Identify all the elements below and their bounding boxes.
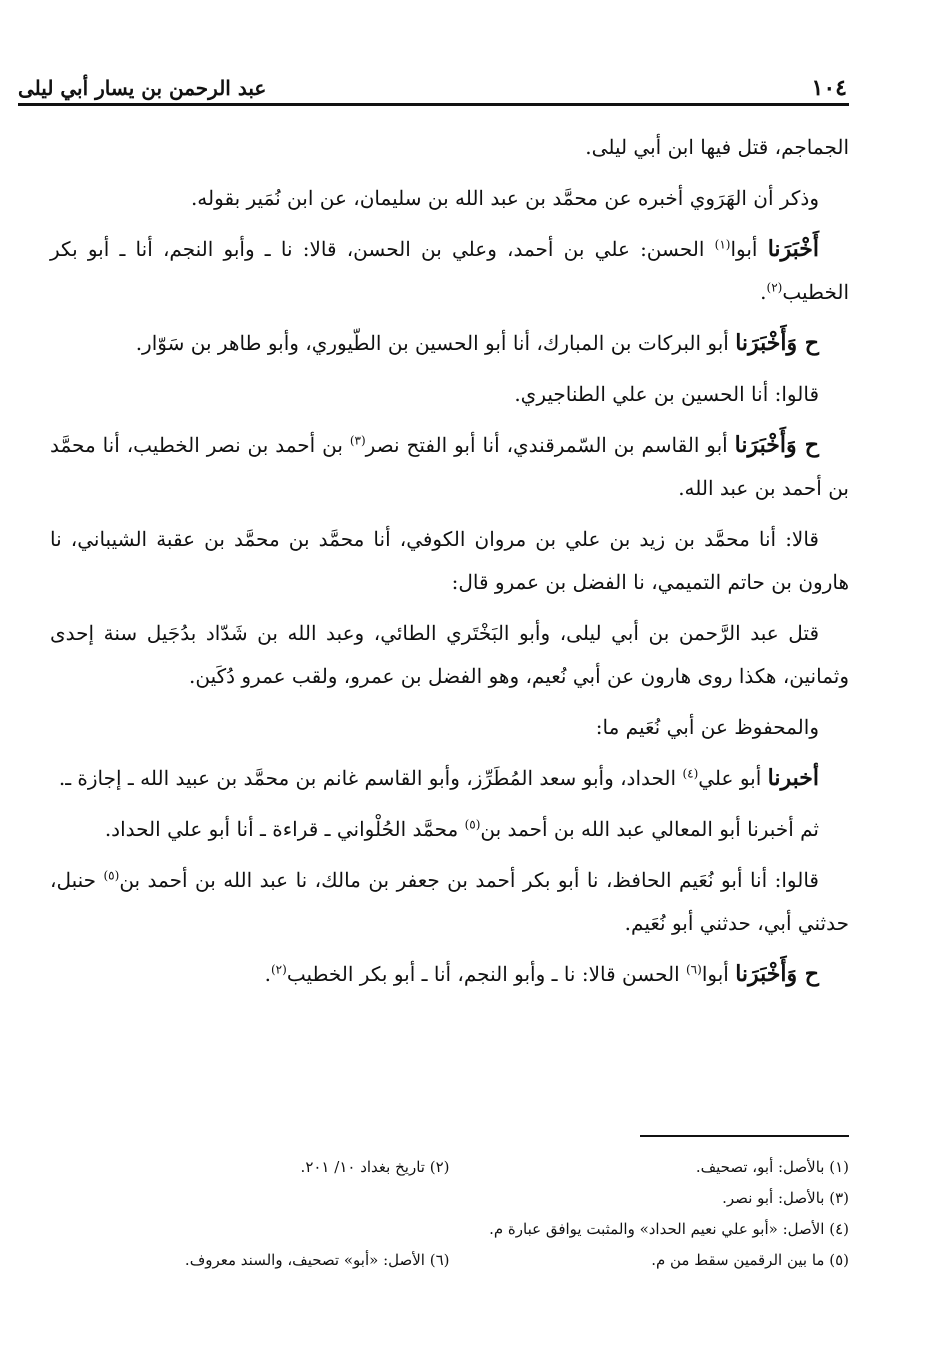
text-run: أبوا	[701, 962, 736, 986]
text-run: والمحفوظ عن أبي نُعَيم ما:	[595, 715, 819, 739]
paragraph	[50, 808, 849, 851]
text-run: ثم أخبرنا أبو المعالي عبد الله بن أحمد بن	[480, 817, 819, 841]
footnotes	[50, 1152, 849, 1276]
text-run: أبو علي	[698, 766, 768, 790]
paragraph	[50, 126, 849, 169]
transmission-keyword: ح وَأَخْبَرَنا	[735, 330, 819, 356]
paragraph	[50, 612, 849, 698]
page-number: ١٠٤	[811, 75, 847, 101]
text-run: الحسن قالا: نا ـ وأبو النجم، أنا ـ أبو بكر الخطيب	[286, 962, 686, 986]
paragraph	[50, 424, 849, 510]
paragraph	[50, 953, 849, 996]
footnote: (٥) ما بين الرقمين سقط من م.	[651, 1251, 849, 1269]
text-run: قالوا: أنا الحسين بن علي الطناجيري.	[514, 382, 819, 406]
paragraph	[50, 859, 849, 945]
text-run: أبو القاسم بن السّمرقندي، أنا أبو الفتح نصر	[365, 433, 735, 457]
footnote: (٣) بالأصل: أبو نصر.	[722, 1189, 849, 1207]
footnote-row	[50, 1183, 849, 1214]
header-rule	[18, 103, 849, 106]
footnote: (٦) الأصل: «أبو» تصحيف، والسند معروف.	[184, 1251, 450, 1269]
text-run: .	[264, 962, 271, 986]
text-run: .	[760, 280, 767, 304]
text-run: بن أحمد بن نصر الخطيب، أنا محمَّد بن أحمد بن عبد الله.	[50, 433, 849, 500]
text-run: قالا: أنا محمَّد بن زيد بن علي بن مروان الكوفي، أنا محمَّد بن محمَّد بن عقبة الشيباني، نا هارون بن حاتم التميمي، نا الفضل بن عمرو قال:	[50, 527, 849, 594]
text-run: قتل عبد الرَّحمن بن أبي ليلى، وأبو البَخْتَري الطائي، وعبد الله بن شَدّاد بدُجَيل سنة إحدى وثمانين، هكذا روى هارون عن أبي نُعيم، وهو الفضل بن عمرو، ولقب عمرو دُكَين.	[50, 621, 849, 688]
footnote-marker: (١)	[714, 237, 731, 252]
text-run: أبوا	[730, 237, 768, 261]
running-header	[18, 62, 847, 102]
footnote-row	[50, 1152, 849, 1183]
text-run: محمَّد الحُلْواني ـ قراءة ـ أنا أبو علي الحداد.	[104, 817, 465, 841]
footnote: (٢) تاريخ بغداد ١٠/ ٢٠١.	[300, 1158, 450, 1176]
footnote-row	[50, 1245, 849, 1276]
footnote-marker: (٢)	[766, 280, 783, 295]
paragraph	[50, 228, 849, 314]
text-run: حنبل، حدثني أبي، حدثني أبو نُعَيم.	[50, 868, 849, 935]
transmission-keyword: ح وَأَخْبَرَنا	[735, 961, 819, 987]
paragraph	[50, 757, 849, 800]
footnote-rule	[640, 1135, 849, 1137]
footnote-marker: (٦)	[685, 962, 702, 977]
transmission-keyword: أَخْبَرَنا	[767, 236, 820, 262]
footnote-marker: (٥)	[103, 868, 120, 883]
paragraph	[50, 322, 849, 365]
transmission-keyword: أخبرنا	[767, 765, 819, 791]
footnote-row	[50, 1214, 849, 1245]
transmission-keyword: ح وَأَخْبَرَنا	[734, 432, 819, 458]
paragraph	[50, 706, 849, 749]
footnote-marker: (٤)	[682, 766, 699, 781]
text-run: الجماجم، قتل فيها ابن أبي ليلى.	[585, 135, 849, 159]
text-run: وذكر أن الهَرَوي أخبره عن محمَّد بن عبد الله بن سليمان، عن ابن نُمَير بقوله.	[190, 186, 819, 210]
footnote: (٤) الأصل: «أبو علي نعيم الحداد» والمثبت يوافق عبارة م.	[489, 1220, 849, 1238]
main-text	[50, 126, 849, 1004]
paragraph	[50, 177, 849, 220]
text-run: أبو البركات بن المبارك، أنا أبو الحسين بن الطّيوري، وأبو طاهر بن سَوّار.	[135, 331, 736, 355]
footnote: (١) بالأصل: أبو، تصحيف.	[695, 1158, 849, 1176]
text-run: قالوا: أنا أبو نُعَيم الحافظ، نا أبو بكر أحمد بن جعفر بن مالك، نا عبد الله بن أحمد بن	[119, 868, 819, 892]
running-title: عبد الرحمن بن يسار أبي ليلى	[18, 76, 267, 100]
paragraph	[50, 518, 849, 604]
footnote-marker: (٣)	[349, 433, 366, 448]
paragraph	[50, 373, 849, 416]
text-run: الحداد، وأبو سعد المُطَرِّز، وأبو القاسم غانم بن محمَّد بن عبيد الله ـ إجازة ـ.	[58, 766, 683, 790]
text-run: الحسن: علي بن أحمد، وعلي بن الحسن، قالا: نا ـ وأبو النجم، أنا ـ أبو بكر الخطيب	[50, 237, 849, 304]
footnote-marker: (٥)	[464, 817, 481, 832]
footnote-marker: (٢)	[270, 962, 287, 977]
